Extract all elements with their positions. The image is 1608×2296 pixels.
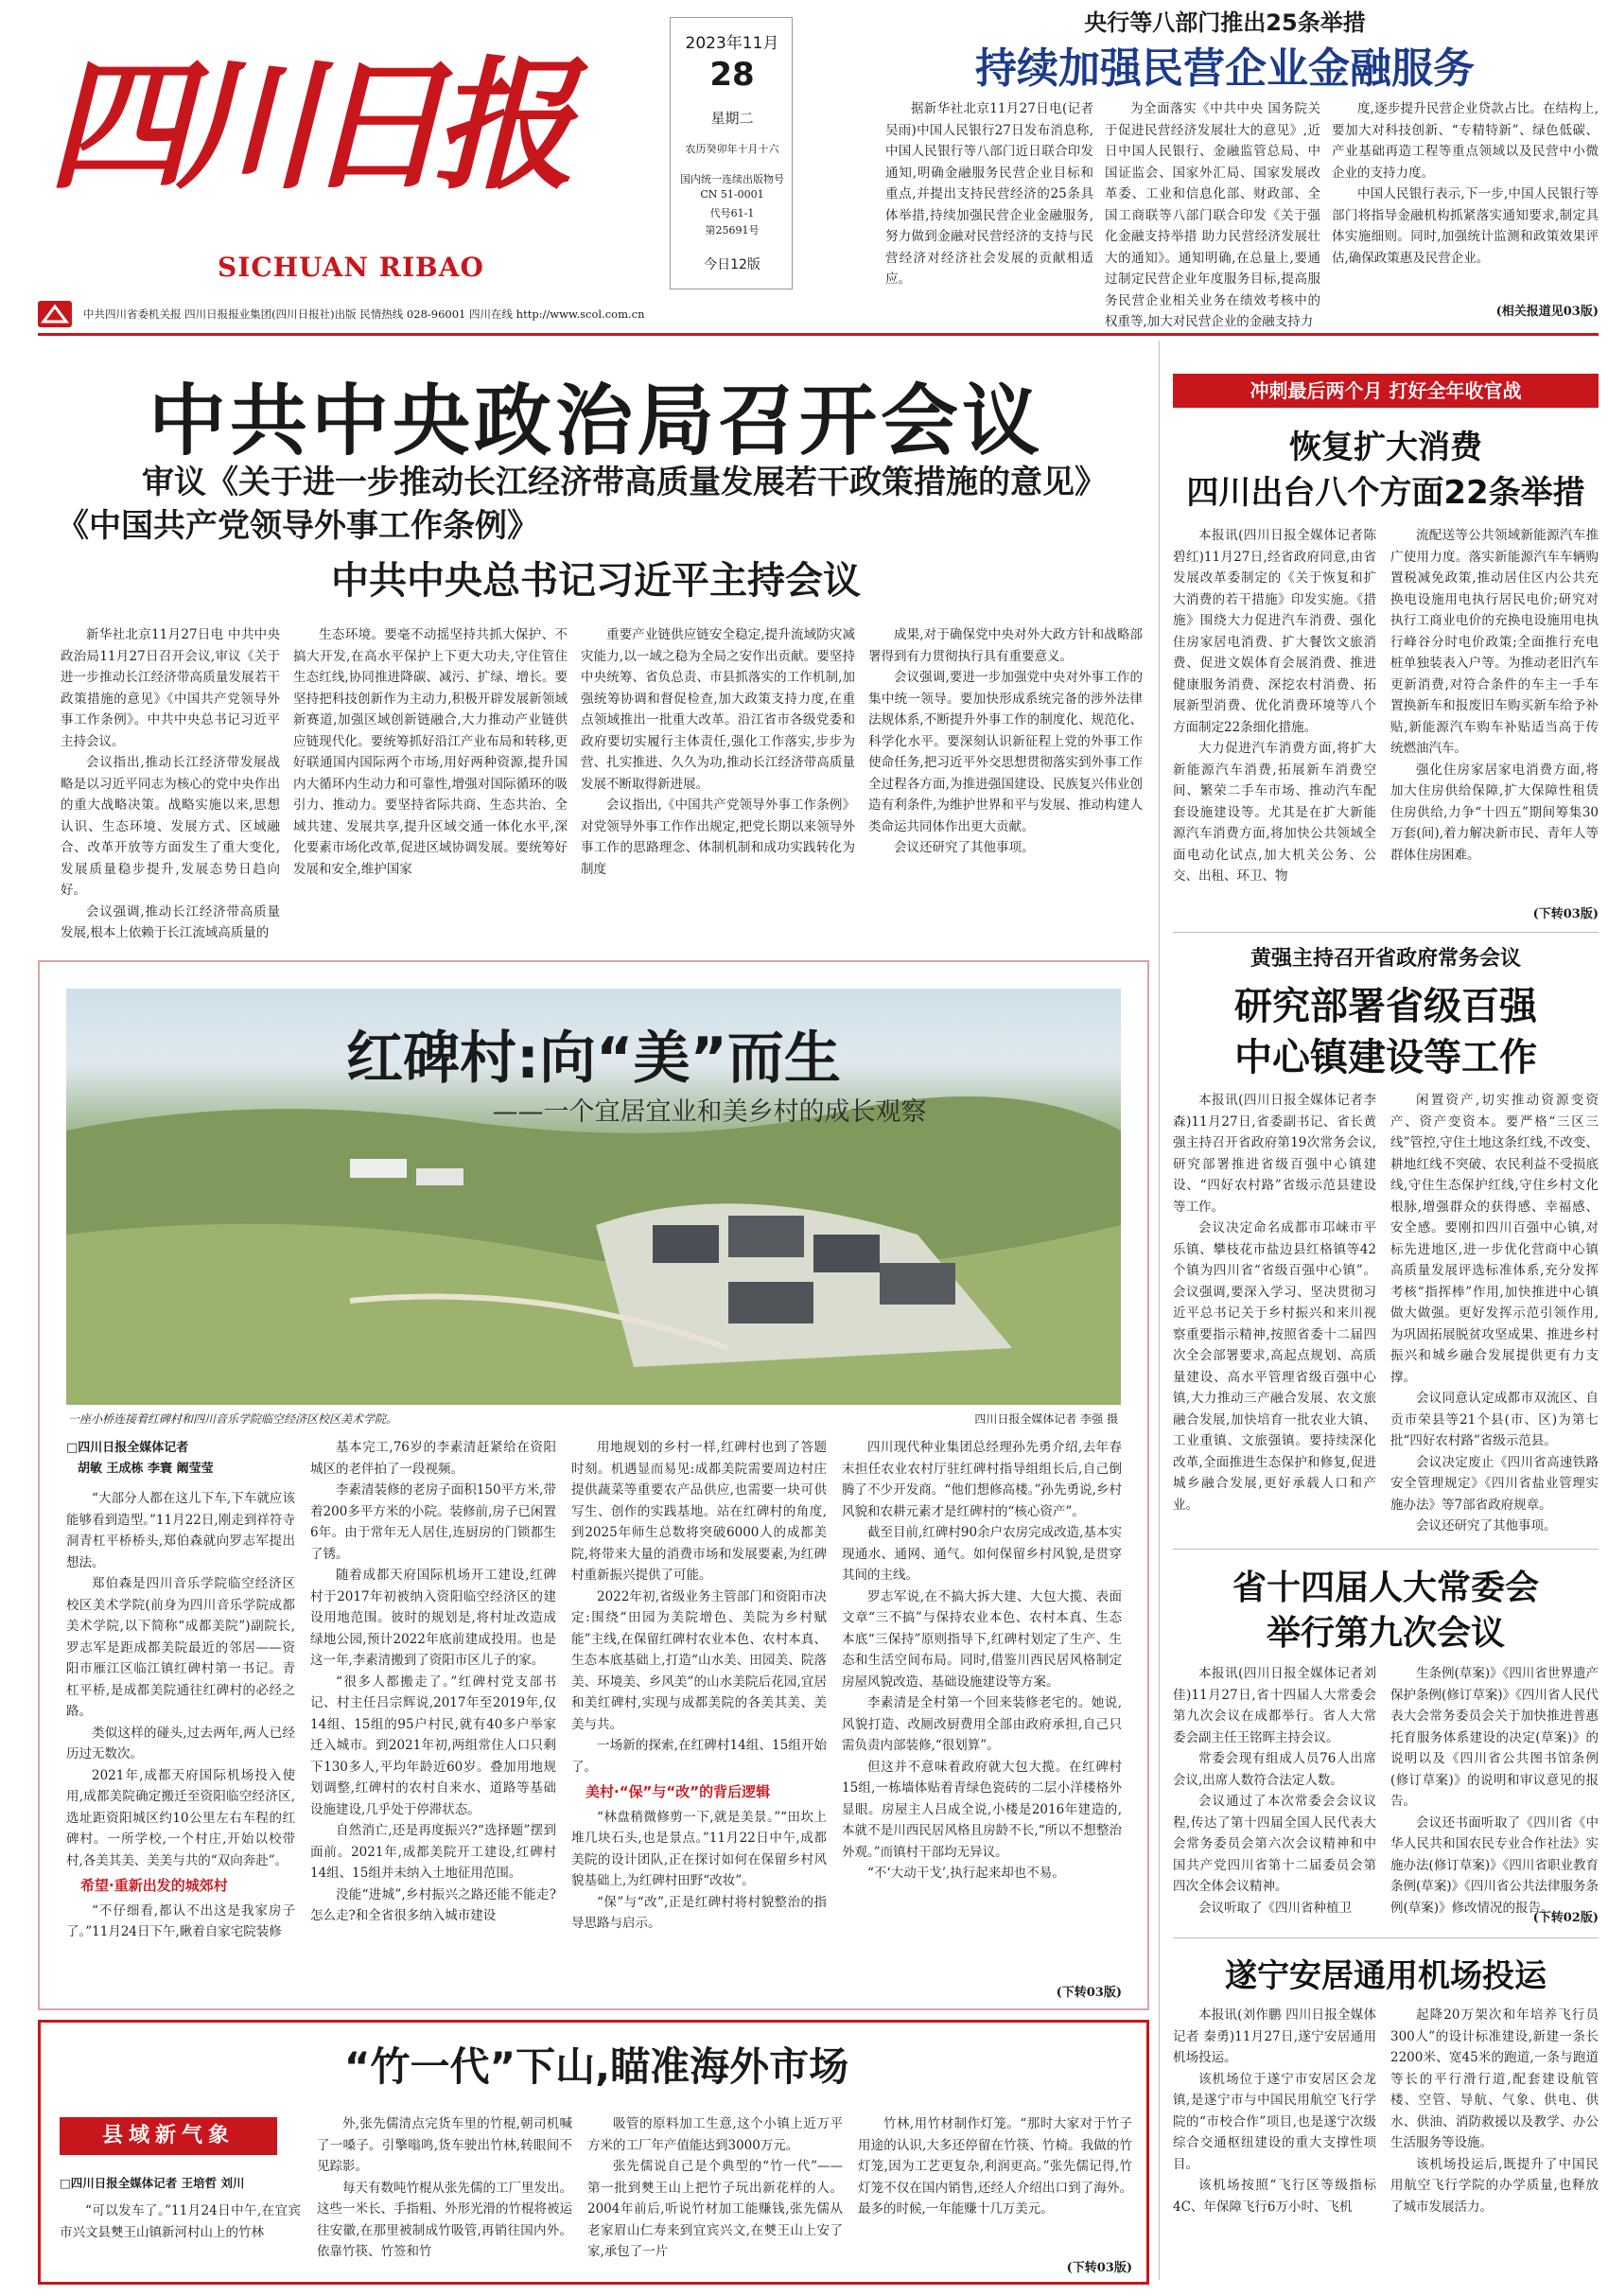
lead-col3: 重要产业链供应链安全稳定,提升流域防灾减灾能力,以一域之稳为全局之安作出贡献。要坚持中央统筹、省负总责、市县抓落实的工作机制,加强统筹协调和督促检查,加大政策支持力度,在重点领域推出一批重大改革。沿江省市各级党委和政府要切实履行主体责任,强化工作落实,步步为营、扎实推进、久久为功,推动长江经济带高质量发展不断取得新进展。 会议指出,《中国共产党领导外事工作条例》对党领导外事工作作出规定,把党长期以来领导外事工作的思路理念、体制机制和成功实践转化为制度	[581, 627, 855, 877]
top-story-col1b: 为全面落实《中共中央 国务院关于促进民营经济发展壮大的意见》,近日中国人民银行、金融监管总局、中国证监会、国家外汇局、国家发展改革委、工业和信息化部、财政部、全国工商联等八部门联合印发《关于强化金融支持举措 助力民营经济发展壮大的通知》。通知明确,在总量上,要通过制定民营企业年度服务目标,提高服务民营企业相关业务在绩效考核中的权重等,加大对民营企业的金融支持力	[1105, 101, 1320, 329]
side1-title1: 恢复扩大消费	[1289, 429, 1482, 466]
side3-title2: 举行第九次会议	[1266, 1614, 1505, 1653]
masthead-logo	[47, 43, 563, 209]
footer-line: 中共四川省委机关报 四川日报报业集团(四川日报社)出版 民情热线 028-96001 四川在线 http://www.scol.com.cn	[83, 307, 645, 321]
county-ref: (下转03版)	[1066, 2261, 1132, 2275]
lead-col1: 新华社北京11月27日电 中共中央政治局11月27日召开会议,审议《关于进一步推动长江经济带高质量发展若干政策措施的意见》《中国共产党领导外事工作条例》。中共中央总书记习近平主持会议。 会议指出,推动长江经济带发展战略是以习近平同志为核心的党中央作出的重大战略决策。战略实施以来,思想认识、生态环境、发展方式、区域融合、改革开放等方面发生了重大变化,发展质量稳步提升,发展态势日趋向好。 会议强调,推动长江经济带高质量发展,根本上依赖于长江流域高质量的	[61, 627, 280, 940]
side1-ref: (下转03版)	[1532, 907, 1599, 921]
county-byline: □四川日报全媒体记者 王培哲 刘川	[60, 2176, 245, 2190]
photo-subhead2: 美村·“保”与“改”的背后逻辑	[586, 1783, 771, 1800]
top-story-col2: 度,逐步提升民营企业贷款占比。在结构上,要加大对科技创新、“专精特新”、绿色低碳、产业基础再造工程等重点领域以及民营中小微企业的支持力度。 中国人民银行表示,下一步,中国人民银行等部门将指导金融机构抓紧落实通知要求,制定具体实施细则。同时,加强统计监测和政策效果评估,确保政策惠及民营企业。	[1332, 101, 1599, 266]
side2-title1: 研究部署省级百强	[1234, 985, 1537, 1028]
top-story-col1: 据新华社北京11月27日电(记者吴雨)中国人民银行27日发布消息称,中国人民银行等八部门近日联合印发通知,明确金融服务民营企业目标和重点,并提出支持民营经济的25条具体举措,持续加强民营企业金融服务,努力做到金融对民营经济的支持与民营经济对经济社会发展的贡献相适应。	[885, 101, 1093, 287]
side1-col2: 流配送等公共领域新能源汽车推广使用力度。落实新能源汽车车辆购置税减免政策,推动居住区内公共充换电设施用电执行居民电价;研究对执行工商业电价的充换电设施用电执行峰谷分时电价政策;全面推行充电桩单独装表入户等。为推动老旧汽车更新消费,对符合条件的车主一手车置换新车和报废旧车购买新车给予补贴,新能源汽车购车补贴适当高于传统燃油汽车。 强化住房家居家电消费方面,将加大住房供给保障,扩大保障性租赁住房供给,力争“十四五”期间筹集30万套(间),着力解决新市民、青年人等群体住房困难。	[1390, 528, 1599, 863]
side2-col2: 闲置资产,切实推动资源变资产、资产变资本。要严格“三区三线”管控,守住土地这条红线,不改变、耕地红线不突破、农民利益不受损底线,守住生态保护红线,守住乡村文化根脉,增强群众的获得感、幸福感、安全感。要刚扣四川百强中心镇,对标先进地区,进一步优化营商中心镇高质量发展评选标准体系,充分发挥考核“指挥棒”作用,加快推进中心镇做大做强。更好发挥示范引领作用,为巩固拓展脱贫攻坚成果、推进乡村振兴和城乡融合发展提供更有力支撑。 会议同意认定成都市双流区、自贡市荣县等21个县(市、区)为第七批“四好农村路”省级示范县。 会议决定废止《四川省高速铁路安全管理规定》《四川省盐业管理实施办法》等7部省政府规章。 会议还研究了其他事项。	[1390, 1093, 1599, 1534]
side-divider-2	[1173, 1549, 1599, 1550]
masthead-english: SICHUAN RIBAO	[218, 252, 484, 283]
side2-title2: 中心镇建设等工作	[1234, 1036, 1537, 1079]
date-year-month: 2023年11月	[685, 34, 779, 53]
county-col3: 吸管的原料加工生意,这个小镇上近万平方米的工厂年产值能达到3000万元。 张先儒说自己是个典型的“竹一代”——第一批到僰王山上把竹子玩出新花样的人。2004年前后,听说竹材加工能赚钱,张先儒从老家眉山仁寿来到宜宾兴文,在僰王山上安了家,承包了一片	[587, 2116, 843, 2259]
side3-col1: 本报讯(四川日报全媒体记者刘佳)11月27日,省十四届人大常委会第九次会议在成都举行。省人大常委会副主任王铭晖主持会议。 常委会现有组成人员76人出席会议,出席人数符合法定人数。 会议通过了本次常委会会议议程,传达了第十四届全国人民代表大会常务委员会第六次会议精神和中国共产党四川省第十二届委员会第四次全体会议精神。 会议听取了《四川省种植卫	[1173, 1666, 1376, 1916]
side3-title1: 省十四届人大常委会	[1232, 1569, 1539, 1607]
photo-col4: 四川现代种业集团总经理孙先勇介绍,去年春末担任农业农村厅驻红碑村指导组组长后,自己倒腾了不少开发商。“他们想修高楼。”孙先勇说,乡村风貌和农耕元素才是红碑村的“核心资产”。 截至目前,红碑村90余户农房完成改造,基本实现通水、通网、通气。如何保留乡村风貌,是贯穿其间的主线。 罗志军说,在不搞大拆大建、大包大揽、表面文章“三不搞”与保持农业本色、农村本真、生态本底“三保持”原则指导下,红碑村划定了生产、生态和生活空间布局。同时,借鉴川西民居风格制定房屋风貌改造、基础设施建设等方案。 李素清是全村第一个回来装修老宅的。她说,风貌打造、改厕改厨费用全部由政府承担,自己只需负责内部装修,“很划算”。 但这并不意味着政府就大包大揽。在红碑村15组,一栋墙体贴着青绿色瓷砖的二层小洋楼格外显眼。房屋主人吕成全说,小楼是2016年建造的,本就不是川西民居风格且房龄不长,“所以不想整治外观。”而镇村干部均无异议。 “不‘大动干戈’,执行起来却也不易。	[842, 1440, 1122, 1881]
lead-col2: 生态环境。要毫不动摇坚持共抓大保护、不搞大开发,在高水平保护上下更大功夫,守住管住生态红线,协同推进降碳、减污、扩绿、增长。要坚持把科技创新作为主动力,积极开辟发展新领域新赛道,加强区域创新链融合,大力推动产业链供应链现代化。要统筹抓好沿江产业布局和转移,更好联通国内国际两个市场,用好两种资源,提升国内大循环内生动力和可靠性,增强对国际循环的吸引力、推动力。要坚持省际共商、生态共治、全域共建、发展共享,提升区域交通一体化水平,深化要素市场化改革,促进区域协调发展。要统筹好发展和安全,维护国家	[293, 627, 568, 877]
lead-subtitle3: 中共中央总书记习近平主持会议	[331, 559, 861, 603]
lead-subtitle1: 审议《关于进一步推动长江经济带高质量发展若干政策措施的意见》	[142, 464, 1107, 501]
lead-subtitle2: 《中国共产党领导外事工作条例》	[57, 507, 539, 545]
side3-ref: (下转02版)	[1532, 1911, 1599, 1925]
publisher-logo-icon	[38, 301, 72, 327]
side-story-airport	[1173, 1942, 1599, 2287]
photo-byline1: □四川日报全媒体记者	[66, 1441, 189, 1455]
top-story	[851, 0, 1599, 329]
photo-col2: 基本完工,76岁的李素清赶紧给在资阳城区的老伴拍了一段视频。 李素清装修的老房子面积150平方米,带着200多平方米的小院。装修前,房子已闲置6年。由于常年无人居住,连厨房的门锁都生了锈。 随着成都天府国际机场开工建设,红碑村于2017年初被纳入资阳临空经济区的建设用地范围。彼时的规划是,将村址改造成绿地公园,预计2022年底前建成投用。也是这一年,李素清搬到了资阳市区儿子的家。 “很多人都搬走了。”红碑村党支部书记、村主任吕宗辉说,2017年至2019年,仅14组、15组的95户村民,就有40多户举家迁入城市。到2021年初,两组常住人口只剩下130多人,平均年龄近60岁。叠加用地规划调整,红碑村的农村自来水、道路等基础设施建设,几乎处于停滞状态。 自然消亡,还是再度振兴?“选择题”摆到面前。2021年,成都美院开工建设,红碑村14组、15组并未纳入土地征用范围。 没能“进城”,乡村振兴之路还能不能走?怎么走?和全省很多纳入城市建设	[310, 1440, 556, 1923]
date-lunar: 农历癸卯年十月十六	[685, 143, 779, 155]
county-title: “竹一代”下山,瞄准海外市场	[343, 2043, 849, 2090]
top-story-kicker: 央行等八部门推出25条举措	[1084, 9, 1366, 36]
county-col4: 竹林,用竹材制作灯笼。“那时大家对于竹子用途的认识,大多还停留在竹筷、竹椅。我做的竹灯笼,因为工艺更复杂,利润更高。”张先儒记得,竹灯笼不仅在国内销售,还经人介绍出口到了海外。最多的时候,一年能赚十几万美元。	[858, 2116, 1132, 2217]
village-photo	[66, 989, 1121, 1405]
county-col1: “可以发车了。”11月24日中午,在宜宾市兴文县僰王山镇新河村山上的竹林	[60, 2203, 301, 2240]
lead-col4: 成果,对于确保党中央对外大政方针和战略部署得到有力贯彻执行具有重要意义。 会议强调,要进一步加强党中央对外事工作的集中统一领导。要加快形成系统完备的涉外法律法规体系,不断提升外事工作的制度化、规范化、科学化水平。要深刻认识新征程上党的外事工作使命任务,把习近平外交思想贯彻落实到外事工作全过程各方面,为推进强国建设、民族复兴伟业创造有利条件,为维护世界和平与发展、推动构建人类命运共同体作出更大贡献。 会议还研究了其他事项。	[868, 627, 1143, 855]
side-story-consumption	[1173, 374, 1599, 927]
photo-story	[38, 960, 1149, 2010]
side1-banner: 冲刺最后两个月 打好全年收官战	[1173, 374, 1599, 408]
side-divider-3	[1173, 1937, 1599, 1938]
top-story-title: 持续加强民营企业金融服务	[975, 44, 1475, 93]
lead-story	[38, 341, 1154, 946]
top-story-ref: (相关报道见03版)	[1495, 305, 1599, 319]
date-box	[670, 17, 793, 289]
photo-story-subtitle: ——一个宜居宜业和美乡村的成长观察	[492, 1097, 927, 1127]
side-divider-1	[1173, 932, 1599, 933]
side2-kicker: 黄强主持召开省政府常务会议	[1250, 947, 1521, 971]
issn-3: 代号61-1	[709, 207, 755, 219]
photo-subhead1: 希望·重新出发的城郊村	[80, 1877, 228, 1894]
issn-1: 国内统一连续出版物号	[680, 173, 784, 185]
pages-count: 今日12版	[704, 257, 760, 272]
photo-credit: 四川日报全媒体记者 李强 摄	[974, 1412, 1118, 1426]
lead-title: 中共中央政治局召开会议	[148, 377, 1043, 466]
photo-caption: 一座小桥连接着红碑村和四川音乐学院临空经济区校区美术学院。	[68, 1412, 398, 1426]
side-story-npc	[1173, 1553, 1599, 1932]
date-day: 28	[709, 56, 755, 94]
photo-col3: 用地规划的乡村一样,红碑村也到了答题时刻。机遇显而易见:成都美院需要周边村庄提供蔬菜等重要农产品供应,也需要一块可供写生、创作的实践基地。站在红碑村的角度,到2025年师生总数将突破6000人的成都美院,将带来大量的消费市场和发展要素,为红碑村重新振兴提供了可能。 2022年初,省级业务主管部门和资阳市决定:围绕“田园为美院增色、美院为乡村赋能”主线,在保留红碑村农业本色、农村本真、生态本底基础上,打造“山水美、田园美、院落美、环境美、乡风美”的山水美院后花园,宜居和美红碑村,实现与成都美院的各美其美、美美与共。 一场新的探索,在红碑村14组、15组开始了。 美村·“保”与“改”的背后逻辑 “林盘稍微修剪一下,就是美景。”“田坎上堆几块石头,也是景点。”11月22日中午,成都美院的设计团队,正在探讨如何在保留乡村风貌基础上,为红碑村田野“改妆”。 “保”与“改”,正是红碑村将村貌整治的指导思路与启示。	[571, 1440, 827, 1931]
main-side-divider	[1159, 341, 1160, 2280]
county-tag: 县域新气象	[60, 2117, 277, 2155]
masthead-title: 四川日报	[47, 43, 563, 209]
photo-story-title: 红碑村:向“美”而生	[346, 1025, 841, 1092]
masthead-rule	[38, 333, 1599, 336]
issn-2: CN 51-0001	[700, 188, 764, 201]
photo-byline2: 胡敏 王成栋 李寰 阚莹莹	[78, 1462, 214, 1476]
photo-story-ref: (下转03版)	[1056, 1986, 1122, 2000]
county-story	[38, 2020, 1149, 2285]
side3-col2: 生条例(草案)》《四川省世界遗产保护条例(修订草案)》《四川省人民代表大会常务委员会关于加快推进普惠托育服务体系建设的决定(草案)》的说明以及《四川省公共图书馆条例(修订草案)》的说明和审议意见的报告。 会议还书面听取了《四川省《中华人民共和国农民专业合作社法》实施办法(修订草案)》《四川省职业教育条例(草案)》《四川省公共法律服务条例(草案)》修改情况的报告。	[1390, 1666, 1599, 1916]
date-weekday: 星期二	[710, 110, 754, 127]
side-story-towns	[1173, 937, 1599, 1542]
side4-col2: 起降20万架次和年培养飞行员300人”的设计标准建设,新建一条长2200米、宽45米的跑道,一条与跑道等长的平行滑行道,配套建设航管楼、空管、导航、气象、供电、供水、供油、消防救援以及教学、办公生活服务等设施。 该机场投运后,既提升了中国民用航空飞行学院的办学质量,也释放了城市发展活力。	[1390, 2007, 1599, 2215]
issn-4: 第25691号	[705, 224, 760, 237]
county-col2: 外,张先儒清点完货车里的竹棍,朝司机喊了一嗓子。引擎嗡鸣,货车驶出竹林,转眼间不见踪影。 每天有数吨竹棍从张先儒的工厂里发出。这些一米长、手指粗、外形光滑的竹棍将被运往安徽,在那里被制成竹吸管,再销往国内外。依靠竹筷、竹签和竹	[317, 2116, 572, 2259]
photo-col1: “大部分人都在这儿下车,下车就应该能够看到造型。”11月22日,刚走到祥符寺洞青杠平桥桥头,郑伯森就向罗志军提出想法。 郑伯森是四川音乐学院临空经济区校区美术学院(前身为四川音乐学院成都美术学院,以下简称“成都美院”)副院长,罗志军是距成都美院最近的邻居——资阳市雁江区临江镇红碑村第一书记。青杠平桥,是成都美院通往红碑村的必经之路。 类似这样的碰头,过去两年,两人已经历过无数次。 2021年,成都天府国际机场投入使用,成都美院确定搬迁至资阳临空经济区,选址距资阳城区约10公里左右车程的红碑村。一所学校,一个村庄,开始以校带村,各美其美、美美与共的“双向奔赴”。 希望·重新出发的城郊村 “不仔细看,都认不出这是我家房子了。”11月24日下午,瞅着自家宅院装修	[66, 1491, 295, 1939]
side4-col1: 本报讯(刘作鹏 四川日报全媒体记者 秦勇)11月27日,遂宁安居通用机场投运。 该机场位于遂宁市安居区会龙镇,是遂宁市与中国民用航空飞行学院的“市校合作”项目,也是遂宁次级综合交通枢纽建设的重大支撑性项目。 该机场按照“飞行区等级指标4C、年保障飞行6万小时、飞机	[1173, 2007, 1376, 2215]
side1-title2: 四川出台八个方面22条举措	[1186, 474, 1585, 512]
side4-title: 遂宁安居通用机场投运	[1225, 1957, 1547, 1995]
side1-col1: 本报讯(四川日报全媒体记者陈碧红)11月27日,经省政府同意,由省发展改革委制定的《关于恢复和扩大消费的若干措施》印发实施。《措施》围绕大力促进汽车消费、强化住房家居电消费、扩大餐饮文旅消费、促进文娱体育会展消费、推进健康服务消费、深挖农村消费、拓展新型消费、优化消费环境等八个方面制定22条细化措施。 大力促进汽车消费方面,将扩大新能源汽车消费,拓展新车消费空间、繁荣二手车市场、推动汽车配套设施建设等。尤其是在扩大新能源汽车消费方面,将加快公共领域全面电动化试点,加大机关公务、公交、出租、环卫、物	[1173, 528, 1376, 884]
side2-col1: 本报讯(四川日报全媒体记者李森)11月27日,省委副书记、省长黄强主持召开省政府第19次常务会议,研究部署推进省级百强中心镇建设、“四好农村路”省级示范县建设等工作。 会议决定命名成都市邛崃市平乐镇、攀枝花市盐边县红格镇等42个镇为四川省“省级百强中心镇”。会议强调,要深入学习、坚决贯彻习近平总书记关于乡村振兴和来川视察重要指示精神,按照省委十二届四次全会部署要求,高起点规划、高质量建设、高水平管理省级百强中心镇,大力推动三产融合发展、农文旅融合发展,加快培育一批农业大镇、工业重镇、文旅强镇。要持续深化改革,全面推进生态保护和修复,促进城乡融合发展,更好承载人口和产业。	[1173, 1093, 1376, 1513]
masthead	[38, 8, 784, 293]
